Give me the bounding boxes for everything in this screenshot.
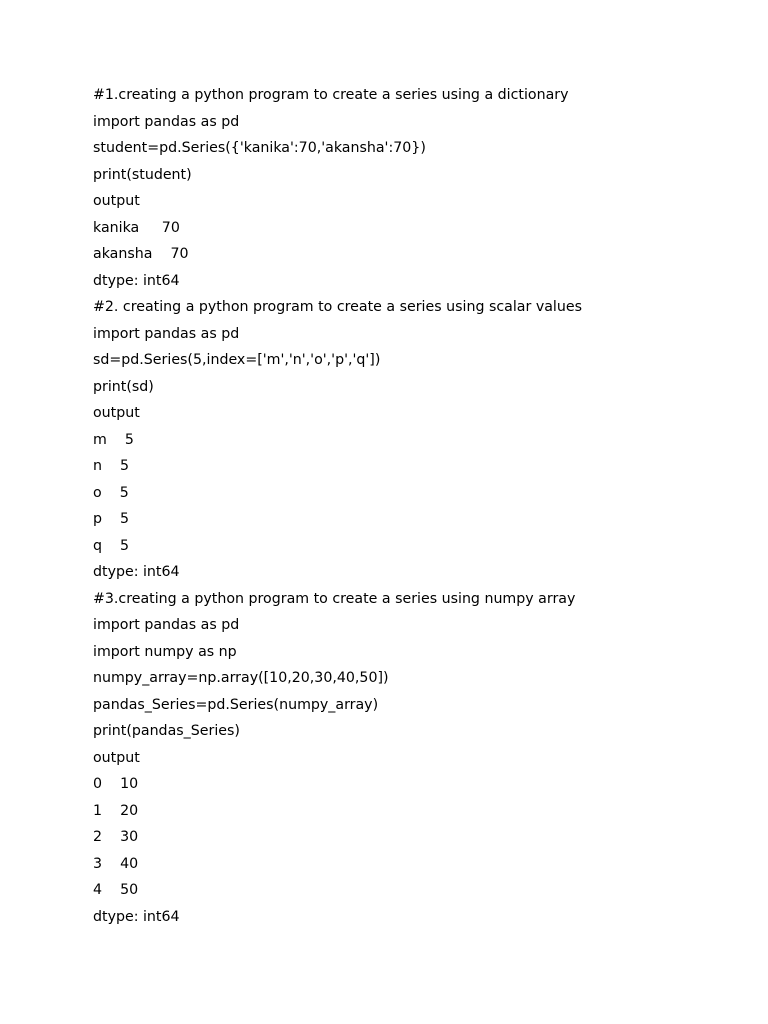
- code-line: numpy_array=np.array([10,20,30,40,50]): [93, 670, 389, 686]
- code-line: print(sd): [93, 378, 154, 395]
- heading-line-1: #1.creating a python program to create a series using a dictionary: [93, 87, 569, 103]
- output-line: akansha 70: [93, 246, 189, 262]
- output-line: p 5: [93, 511, 130, 527]
- code-line: print(pandas_Series): [93, 723, 240, 739]
- code-line: import pandas as pd: [93, 325, 240, 342]
- output-line: 3 40: [93, 855, 139, 872]
- output-line: kanika 70: [93, 219, 180, 236]
- output-label: output: [93, 193, 140, 209]
- code-line: import pandas as pd: [93, 617, 240, 633]
- output-line: dtype: int64: [93, 564, 180, 580]
- output-line: dtype: int64: [93, 272, 180, 289]
- code-line: sd=pd.Series(5,index=['m','n','o','p','q']): [93, 352, 381, 368]
- output-line: n 5: [93, 458, 130, 474]
- output-line: 0 10: [93, 776, 139, 792]
- code-line: print(student): [93, 166, 192, 183]
- output-line: 4 50: [93, 882, 139, 898]
- heading-line-3: #3.creating a python program to create a series using numpy array: [93, 590, 576, 607]
- output-label: output: [93, 749, 140, 766]
- code-line: pandas_Series=pd.Series(numpy_array): [93, 696, 379, 713]
- code-line: import pandas as pd: [93, 113, 240, 130]
- code-line: import numpy as np: [93, 643, 237, 660]
- heading-line-2: #2. creating a python program to create a series using scalar values: [93, 299, 582, 315]
- output-line: 1 20: [93, 802, 139, 819]
- output-label: output: [93, 405, 140, 421]
- output-line: o 5: [93, 484, 129, 501]
- output-line: dtype: int64: [93, 908, 180, 925]
- code-line: student=pd.Series({'kanika':70,'akansha':70}): [93, 140, 426, 156]
- output-line: 2 30: [93, 829, 139, 845]
- document-body: [93, 84, 733, 932]
- output-line: m 5: [93, 431, 134, 448]
- output-line: q 5: [93, 537, 130, 554]
